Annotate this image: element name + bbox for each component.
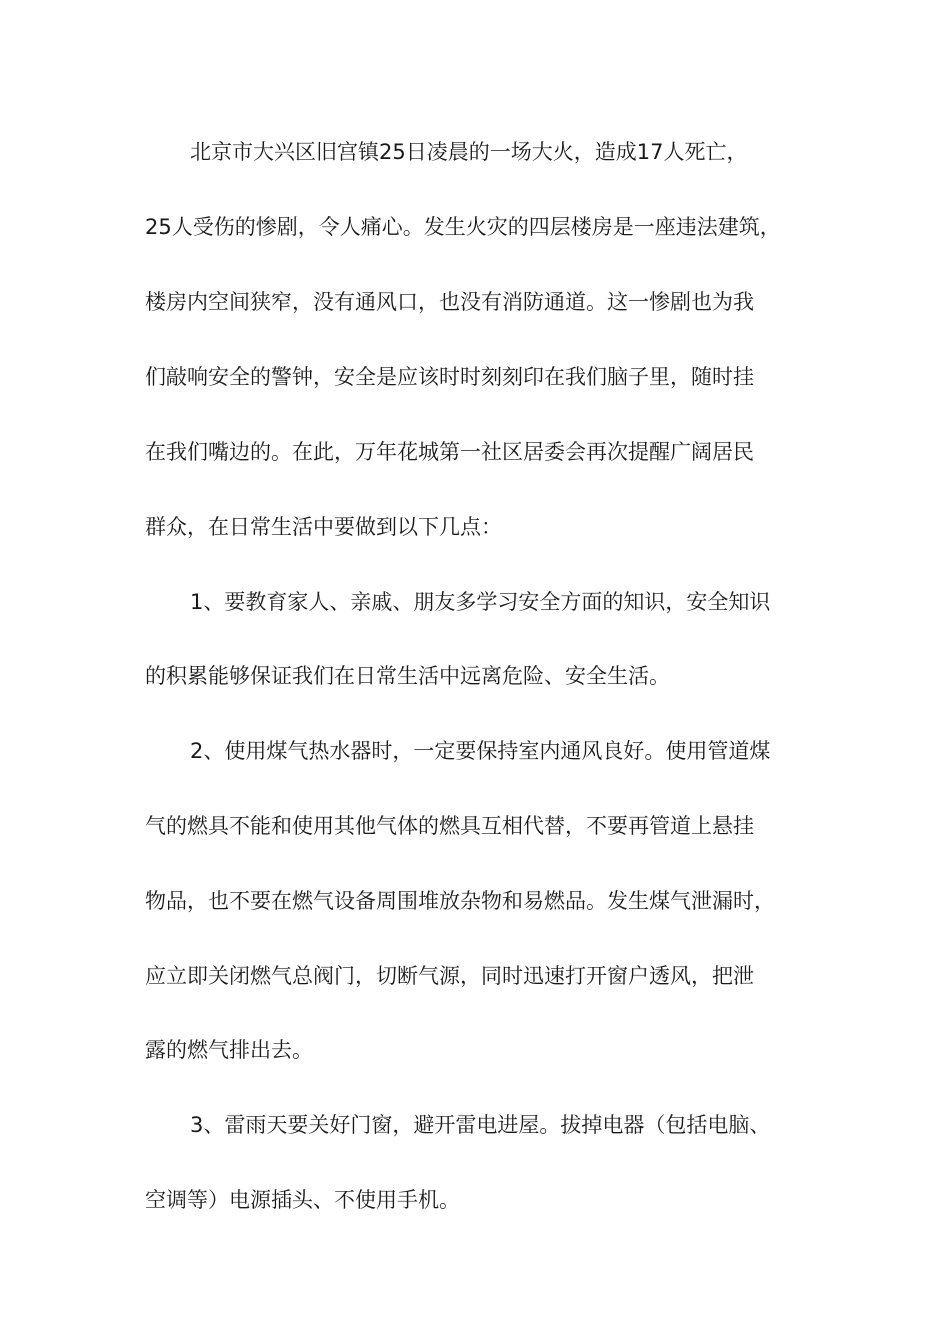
paragraph-1-line-1: 北京市大兴区旧宫镇25日凌晨的一场大火，造成17人死亡， [190, 140, 748, 164]
paragraph-1-line-4: 们敲响安全的警钟，安全是应该时时刻刻印在我们脑子里，随时挂 [145, 365, 754, 389]
item-2-line-2: 气的燃具不能和使用其他气体的燃具互相代替，不要再管道上悬挂 [145, 814, 754, 838]
item-2-line-5: 露的燃气排出去。 [145, 1038, 313, 1062]
paragraph-1-line-5: 在我们嘴边的。在此，万年花城第一社区居委会再次提醒广阔居民 [145, 440, 754, 464]
item-1-line-2: 的积累能够保证我们在日常生活中远离危险、安全生活。 [145, 664, 670, 688]
paragraph-1-line-3: 楼房内空间狭窄，没有通风口，也没有消防通道。这一惨剧也为我 [145, 290, 754, 314]
paragraph-1-line-6: 群众，在日常生活中要做到以下几点： [145, 515, 502, 539]
paragraph-1-line-2: 25人受伤的惨剧，令人痛心。发生火灾的四层楼房是一座违法建筑， [145, 215, 781, 239]
item-3-line-2: 空调等）电源插头、不使用手机。 [145, 1188, 460, 1212]
item-2-line-1: 2、使用煤气热水器时，一定要保持室内通风良好。使用管道煤 [190, 739, 771, 763]
item-1-line-1: 1、要教育家人、亲戚、朋友多学习安全方面的知识，安全知识 [190, 590, 771, 614]
item-3-line-1: 3、雷雨天要关好门窗，避开雷电进屋。拔掉电器（包括电脑、 [190, 1113, 771, 1137]
item-2-line-4: 应立即关闭燃气总阀门，切断气源，同时迅速打开窗户透风，把泄 [145, 964, 754, 988]
item-2-line-3: 物品，也不要在燃气设备周围堆放杂物和易燃品。发生煤气泄漏时， [145, 889, 775, 913]
